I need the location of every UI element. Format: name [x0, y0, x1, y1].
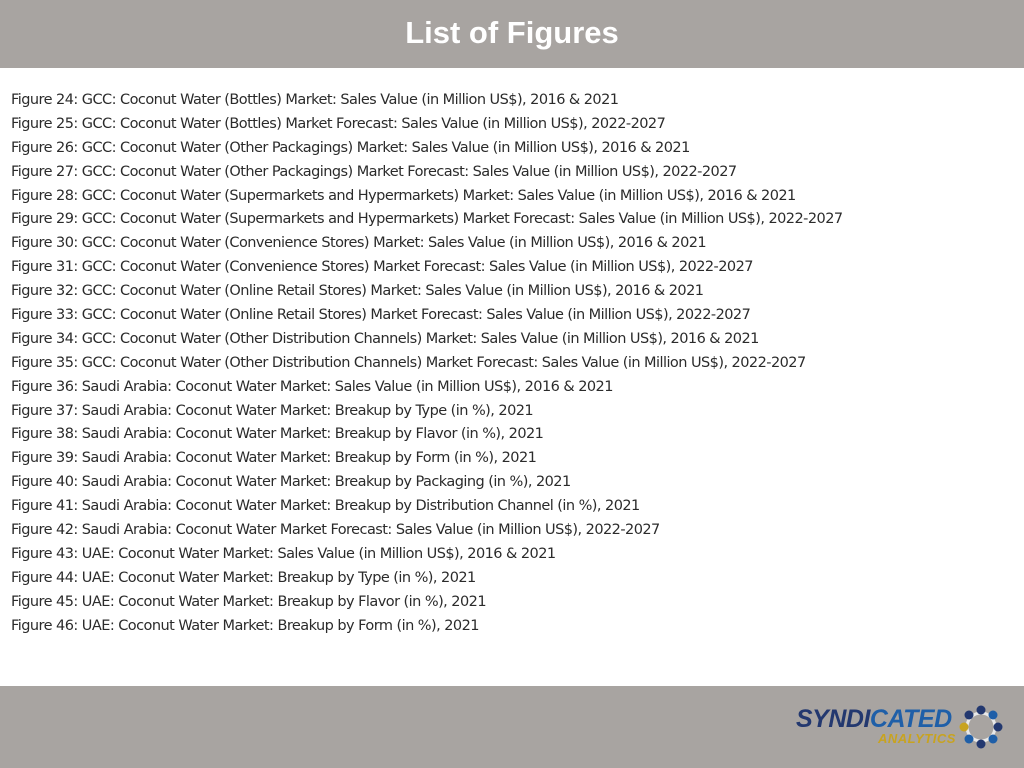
figure-list-item: Figure 38: Saudi Arabia: Coconut Water Market: Breakup by Flavor (in %), 2021	[11, 426, 544, 443]
figure-list-item: Figure 25: GCC: Coconut Water (Bottles) Market Forecast: Sales Value (in Million US$), 2022-2027	[11, 115, 666, 132]
figure-list-item: Figure 42: Saudi Arabia: Coconut Water Market Forecast: Sales Value (in Million US$), 2022-2027	[11, 522, 660, 539]
figure-list-item: Figure 40: Saudi Arabia: Coconut Water Market: Breakup by Packaging (in %), 2021	[11, 474, 571, 491]
logo-wordmark-secondary: ANALYTICS	[878, 731, 956, 746]
logo-wordmark-part-b: CATED	[869, 705, 952, 733]
figure-list	[11, 89, 1016, 638]
figure-list-item: Figure 26: GCC: Coconut Water (Other Packagings) Market: Sales Value (in Million US$), 2016 & 2021	[11, 139, 690, 156]
figure-list-item: Figure 31: GCC: Coconut Water (Convenience Stores) Market Forecast: Sales Value (in Million US$), 2022-2027	[11, 259, 753, 276]
page-footer	[0, 686, 1024, 768]
figure-list-item: Figure 34: GCC: Coconut Water (Other Distribution Channels) Market: Sales Value (in Million US$), 2016 & 2021	[11, 330, 759, 347]
figure-list-item: Figure 44: UAE: Coconut Water Market: Breakup by Type (in %), 2021	[11, 569, 476, 586]
figure-list-item: Figure 24: GCC: Coconut Water (Bottles) Market: Sales Value (in Million US$), 2016 & 2021	[11, 92, 619, 108]
figure-list-item: Figure 33: GCC: Coconut Water (Online Retail Stores) Market Forecast: Sales Value (in Million US$), 2022-2027	[11, 307, 751, 324]
figure-list-item: Figure 43: UAE: Coconut Water Market: Sales Value (in Million US$), 2016 & 2021	[11, 545, 556, 562]
logo-wordmark-primary	[796, 705, 952, 734]
figure-list-item: Figure 35: GCC: Coconut Water (Other Distribution Channels) Market Forecast: Sales Value (in Million US$), 2022-2027	[11, 354, 806, 371]
figure-list-item: Figure 37: Saudi Arabia: Coconut Water Market: Breakup by Type (in %), 2021	[11, 402, 534, 419]
figure-list-item: Figure 29: GCC: Coconut Water (Supermarkets and Hypermarkets) Market Forecast: Sales Value (in Million US$), 2022-2027	[11, 211, 843, 228]
page-title: List of Figures	[405, 15, 619, 50]
figure-list-item: Figure 32: GCC: Coconut Water (Online Retail Stores) Market: Sales Value (in Million US$), 2016 & 2021	[11, 283, 704, 300]
logo-wordmark-part-a: SYNDI	[796, 705, 870, 733]
ring-of-dots-icon	[959, 705, 1003, 749]
figure-list-item: Figure 30: GCC: Coconut Water (Convenience Stores) Market: Sales Value (in Million US$), 2016 & 2021	[11, 235, 707, 252]
figure-list-item: Figure 28: GCC: Coconut Water (Supermarkets and Hypermarkets) Market: Sales Value (in Million US$), 2016 & 2021	[11, 187, 796, 204]
figure-list-item: Figure 46: UAE: Coconut Water Market: Breakup by Form (in %), 2021	[11, 617, 479, 634]
page-header	[0, 0, 1024, 68]
figure-list-item: Figure 41: Saudi Arabia: Coconut Water Market: Breakup by Distribution Channel (in %), 2021	[11, 498, 640, 515]
figure-list-item: Figure 36: Saudi Arabia: Coconut Water Market: Sales Value (in Million US$), 2016 & 2021	[11, 378, 613, 395]
figure-list-item: Figure 27: GCC: Coconut Water (Other Packagings) Market Forecast: Sales Value (in Million US$), 2022-2027	[11, 163, 737, 180]
syndicated-analytics-logo	[796, 703, 1006, 753]
figure-list-item: Figure 45: UAE: Coconut Water Market: Breakup by Flavor (in %), 2021	[11, 593, 487, 610]
figure-list-item: Figure 39: Saudi Arabia: Coconut Water Market: Breakup by Form (in %), 2021	[11, 450, 537, 467]
